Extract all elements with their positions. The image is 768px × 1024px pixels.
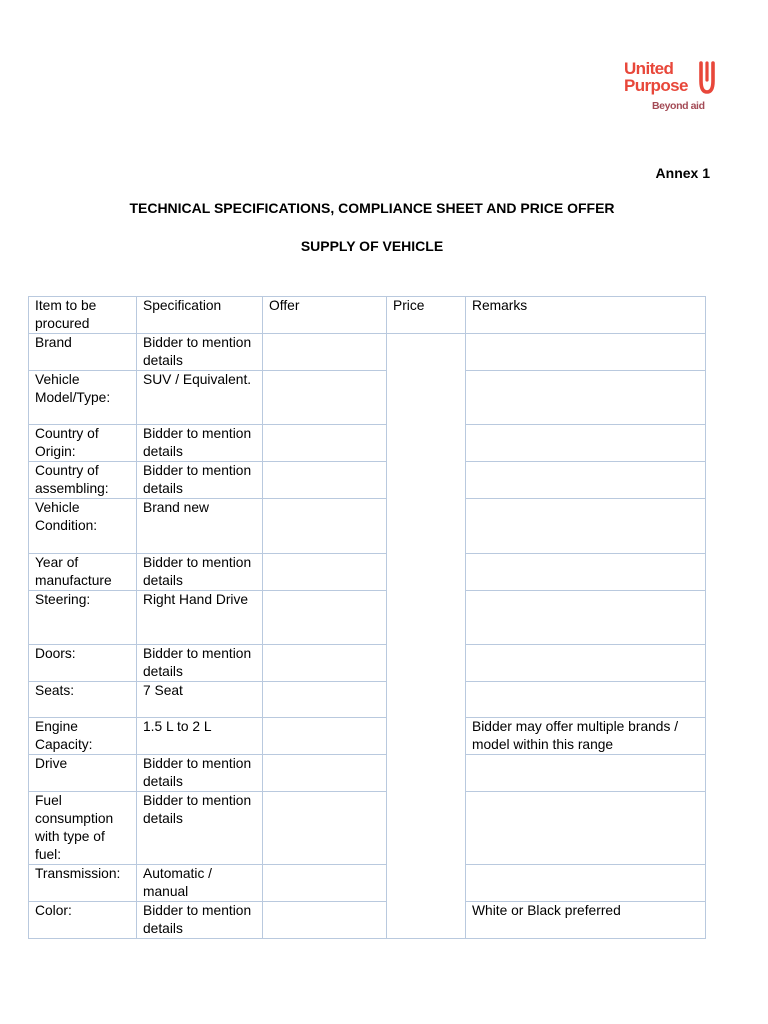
item-cell: Country of assembling: (29, 462, 137, 499)
specifications-table (28, 296, 706, 939)
offer-cell[interactable] (263, 755, 387, 792)
spec-cell: 1.5 L to 2 L (137, 718, 263, 755)
annex-label: Annex 1 (655, 165, 710, 181)
remarks-cell: White or Black preferred (466, 902, 706, 939)
spec-cell: Bidder to mention details (137, 425, 263, 462)
table-row (29, 371, 706, 425)
header-remarks: Remarks (466, 297, 706, 334)
offer-cell[interactable] (263, 591, 387, 645)
item-cell: Doors: (29, 645, 137, 682)
item-cell: Engine Capacity: (29, 718, 137, 755)
offer-cell[interactable] (263, 902, 387, 939)
remarks-cell (466, 334, 706, 371)
table-row (29, 755, 706, 792)
remarks-cell (466, 591, 706, 645)
item-cell: Steering: (29, 591, 137, 645)
document-subtitle: SUPPLY OF VEHICLE (300, 238, 444, 254)
offer-cell[interactable] (263, 645, 387, 682)
spec-cell: Bidder to mention details (137, 334, 263, 371)
remarks-cell: Bidder may offer multiple brands / model within this range (466, 718, 706, 755)
table-row (29, 334, 706, 371)
offer-cell[interactable] (263, 682, 387, 718)
logo-line-1: United (624, 59, 674, 78)
offer-cell[interactable] (263, 462, 387, 499)
offer-cell[interactable] (263, 334, 387, 371)
united-purpose-logo (622, 60, 717, 120)
item-cell: Vehicle Condition: (29, 499, 137, 554)
offer-cell[interactable] (263, 792, 387, 865)
table-row (29, 718, 706, 755)
spec-cell: Bidder to mention details (137, 902, 263, 939)
header-item: Item to be procured (29, 297, 137, 334)
header-offer: Offer (263, 297, 387, 334)
table-row (29, 499, 706, 554)
item-cell: Vehicle Model/Type: (29, 371, 137, 425)
table-header-row (29, 297, 706, 334)
remarks-cell (466, 755, 706, 792)
item-cell: Fuel consumption with type of fuel: (29, 792, 137, 865)
remarks-cell (466, 645, 706, 682)
header-specification: Specification (137, 297, 263, 334)
remarks-cell (466, 499, 706, 554)
spec-cell: Automatic / manual (137, 865, 263, 902)
offer-cell[interactable] (263, 371, 387, 425)
item-cell: Drive (29, 755, 137, 792)
item-cell: Year of manufacture (29, 554, 137, 591)
item-cell: Brand (29, 334, 137, 371)
offer-cell[interactable] (263, 554, 387, 591)
remarks-cell (466, 554, 706, 591)
spec-cell: Bidder to mention details (137, 645, 263, 682)
table-row (29, 645, 706, 682)
offer-cell[interactable] (263, 499, 387, 554)
document-title: TECHNICAL SPECIFICATIONS, COMPLIANCE SHEET AND PRICE OFFER (129, 200, 615, 216)
table-row (29, 792, 706, 865)
spec-cell: Bidder to mention details (137, 554, 263, 591)
spec-cell: Bidder to mention details (137, 462, 263, 499)
logo-tagline: Beyond aid (652, 100, 705, 112)
table-row (29, 425, 706, 462)
spec-cell: 7 Seat (137, 682, 263, 718)
table-row (29, 865, 706, 902)
item-cell: Color: (29, 902, 137, 939)
item-cell: Transmission: (29, 865, 137, 902)
remarks-cell (466, 425, 706, 462)
remarks-cell (466, 462, 706, 499)
header-price: Price (387, 297, 466, 334)
offer-cell[interactable] (263, 425, 387, 462)
spec-cell: Bidder to mention details (137, 755, 263, 792)
spec-cell: Bidder to mention details (137, 792, 263, 865)
spec-cell: SUV / Equivalent. (137, 371, 263, 425)
spec-cell: Right Hand Drive (137, 591, 263, 645)
item-cell: Seats: (29, 682, 137, 718)
table-row (29, 554, 706, 591)
remarks-cell (466, 682, 706, 718)
logo-line-2: Purpose (624, 76, 688, 95)
item-cell: Country of Origin: (29, 425, 137, 462)
spec-cell: Brand new (137, 499, 263, 554)
remarks-cell (466, 865, 706, 902)
table-row (29, 902, 706, 939)
table-row (29, 462, 706, 499)
price-cell[interactable] (387, 334, 466, 939)
remarks-cell (466, 792, 706, 865)
table-row (29, 682, 706, 718)
remarks-cell (466, 371, 706, 425)
logo-u-mark-icon (699, 61, 715, 95)
table-row (29, 591, 706, 645)
offer-cell[interactable] (263, 865, 387, 902)
offer-cell[interactable] (263, 718, 387, 755)
